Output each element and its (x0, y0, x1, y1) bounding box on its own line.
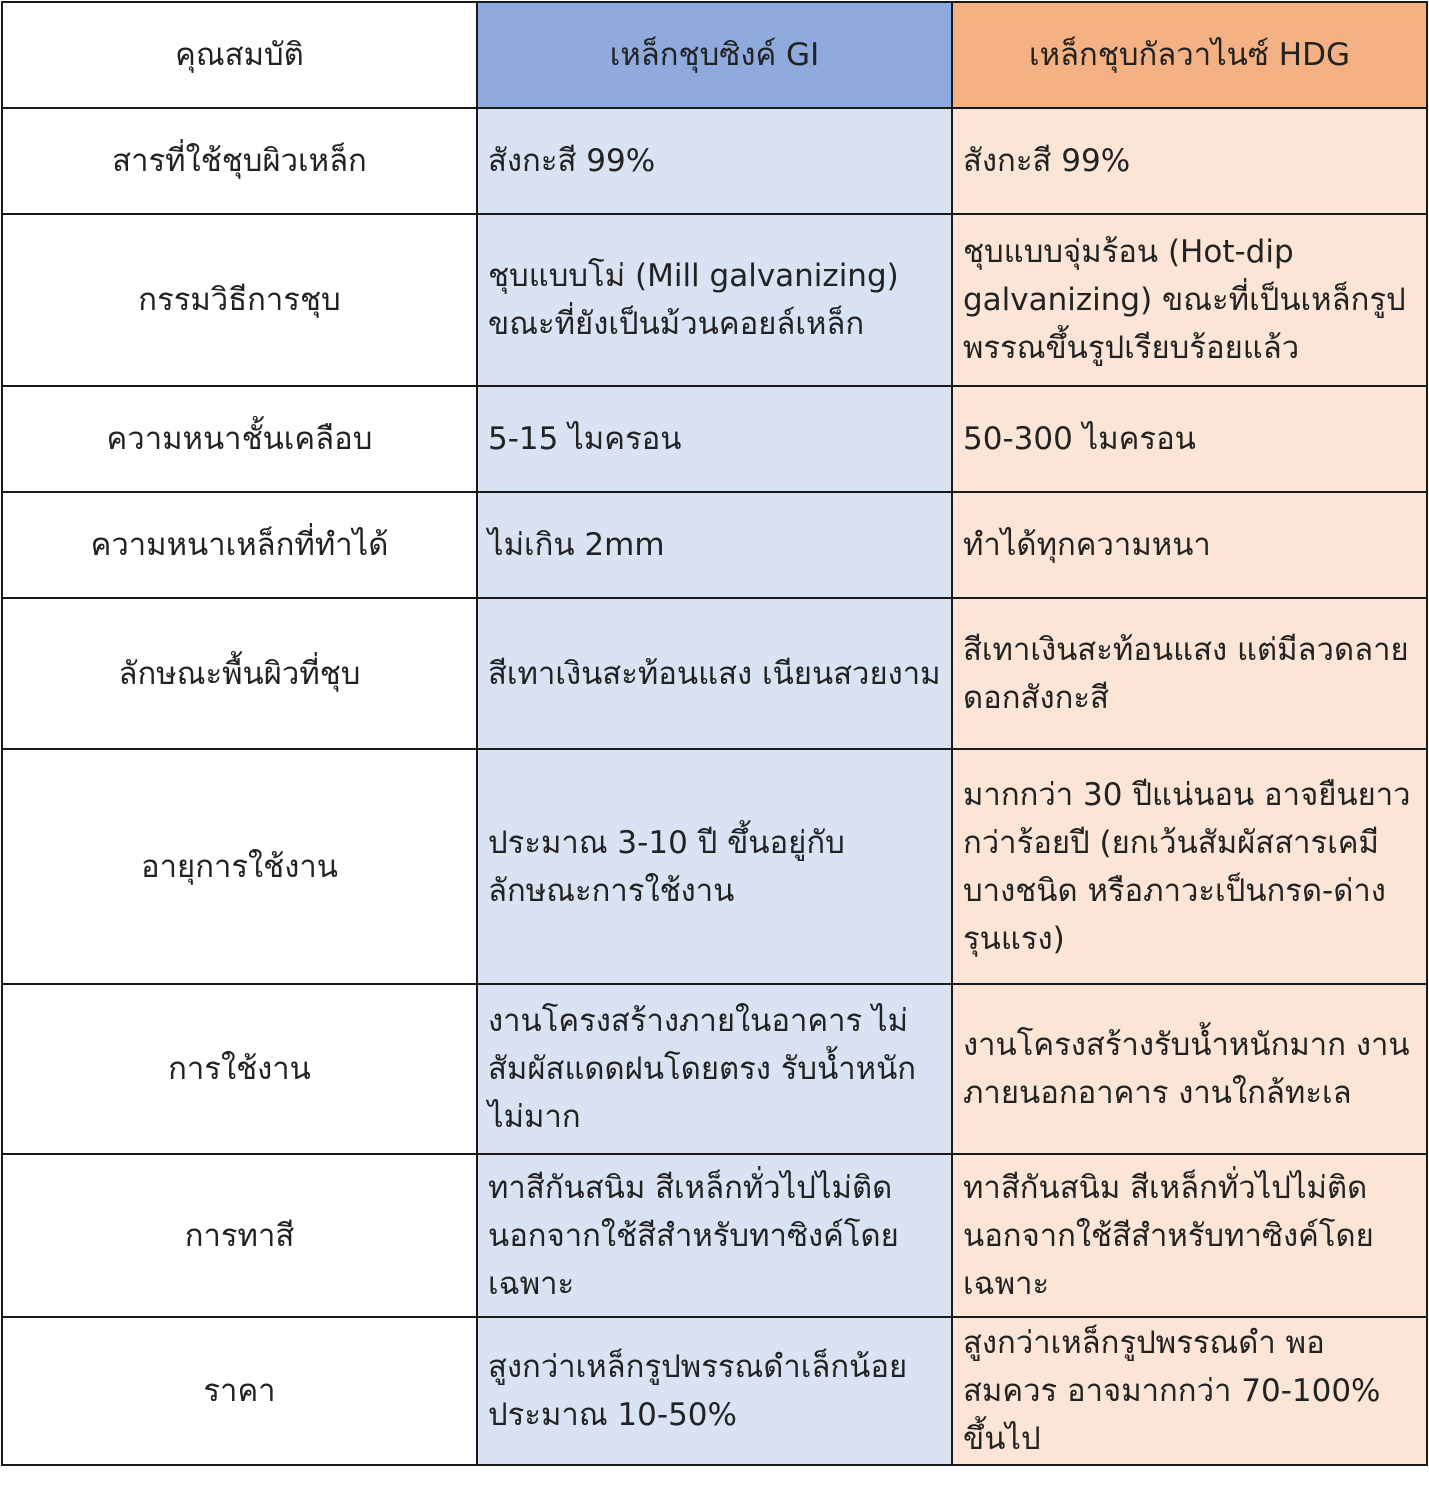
header-hdg: เหล็กชุบกัลวาไนซ์ HDG (952, 2, 1427, 108)
gi-cell: ประมาณ 3-10 ปี ขึ้นอยู่กับลักษณะการใช้งาน (477, 749, 952, 984)
gi-cell: งานโครงสร้างภายในอาคาร ไม่สัมผัสแดดฝนโดยตรง รับน้ำหนักไม่มาก (477, 984, 952, 1154)
property-cell: อายุการใช้งาน (2, 749, 477, 984)
table-row (2, 386, 1427, 492)
table-row (2, 108, 1427, 214)
table-row (2, 749, 1427, 984)
hdg-cell: สีเทาเงินสะท้อนแสง แต่มีลวดลายดอกสังกะสี (952, 598, 1427, 749)
property-cell: ความหนาชั้นเคลือบ (2, 386, 477, 492)
hdg-cell: สูงกว่าเหล็กรูปพรรณดำ พอสมควร อาจมากกว่า 70-100% ขึ้นไป (952, 1317, 1427, 1465)
table-row (2, 492, 1427, 598)
table-row (2, 214, 1427, 386)
hdg-cell: ทาสีกันสนิม สีเหล็กทั่วไปไม่ติด นอกจากใช้สีสำหรับทาซิงค์โดยเฉพาะ (952, 1154, 1427, 1317)
header-row (2, 2, 1427, 108)
hdg-cell: 50-300 ไมครอน (952, 386, 1427, 492)
hdg-cell: สังกะสี 99% (952, 108, 1427, 214)
property-cell: ลักษณะพื้นผิวที่ชุบ (2, 598, 477, 749)
property-cell: สารที่ใช้ชุบผิวเหล็ก (2, 108, 477, 214)
gi-cell: 5-15 ไมครอน (477, 386, 952, 492)
hdg-cell: งานโครงสร้างรับน้ำหนักมาก งานภายนอกอาคาร งานใกล้ทะเล (952, 984, 1427, 1154)
table-row (2, 984, 1427, 1154)
gi-cell: สังกะสี 99% (477, 108, 952, 214)
gi-cell: ทาสีกันสนิม สีเหล็กทั่วไปไม่ติด นอกจากใช้สีสำหรับทาซิงค์โดยเฉพาะ (477, 1154, 952, 1317)
hdg-cell: ชุบแบบจุ่มร้อน (Hot-dip galvanizing) ขณะที่เป็นเหล็กรูปพรรณขึ้นรูปเรียบร้อยแล้ว (952, 214, 1427, 386)
comparison-table (1, 1, 1428, 1466)
header-gi: เหล็กชุบซิงค์ GI (477, 2, 952, 108)
property-cell: การทาสี (2, 1154, 477, 1317)
table-row (2, 1154, 1427, 1317)
property-cell: กรรมวิธีการชุบ (2, 214, 477, 386)
gi-cell: ชุบแบบโม่ (Mill galvanizing) ขณะที่ยังเป็นม้วนคอยล์เหล็ก (477, 214, 952, 386)
property-cell: ราคา (2, 1317, 477, 1465)
gi-cell: สีเทาเงินสะท้อนแสง เนียนสวยงาม (477, 598, 952, 749)
property-cell: ความหนาเหล็กที่ทำได้ (2, 492, 477, 598)
table-row (2, 1317, 1427, 1465)
property-cell: การใช้งาน (2, 984, 477, 1154)
gi-cell: ไม่เกิน 2mm (477, 492, 952, 598)
hdg-cell: มากกว่า 30 ปีแน่นอน อาจยืนยาวกว่าร้อยปี (ยกเว้นสัมผัสสารเคมีบางชนิด หรือภาวะเป็นกรด-ด่างรุนแรง) (952, 749, 1427, 984)
hdg-cell: ทำได้ทุกความหนา (952, 492, 1427, 598)
table-row (2, 598, 1427, 749)
gi-cell: สูงกว่าเหล็กรูปพรรณดำเล็กน้อย ประมาณ 10-50% (477, 1317, 952, 1465)
header-property: คุณสมบัติ (2, 2, 477, 108)
